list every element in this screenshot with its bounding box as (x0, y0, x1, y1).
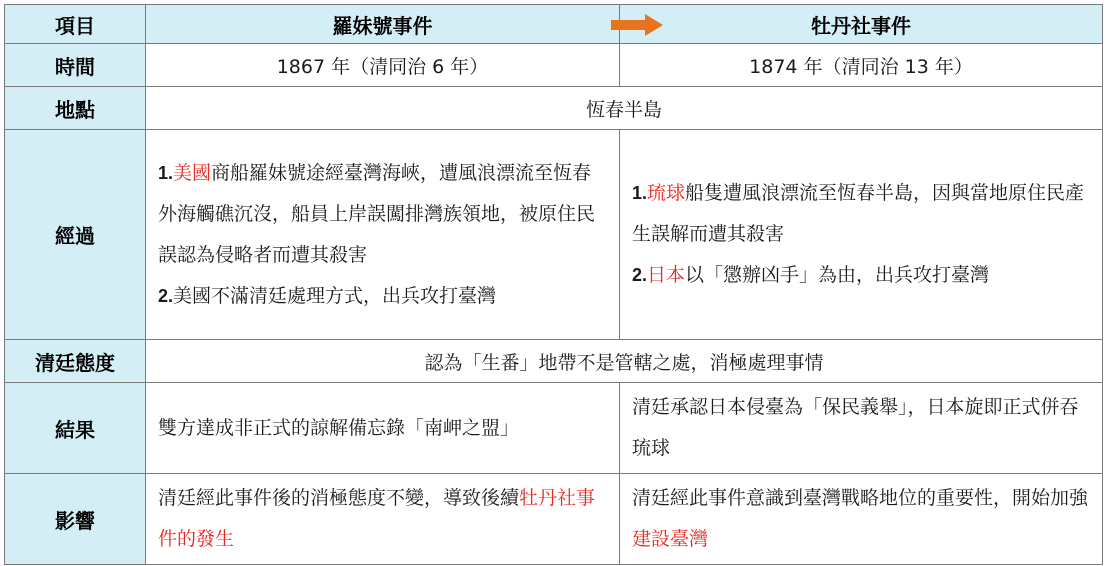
result-event1: 雙方達成非正式的諒解備忘錄「南岬之盟」 (146, 383, 620, 474)
arrow-right-icon (611, 14, 663, 36)
process-event2 (620, 130, 1103, 340)
row-process-label: 經過 (5, 130, 146, 340)
header-item: 項目 (5, 5, 146, 44)
header-event1 (146, 5, 620, 44)
process-event2-item1: 1.琉球船隻遭風浪漂流至恆春半島，因與當地原住民產生誤解而遭其殺害 (632, 182, 1085, 245)
header-event1-label: 羅妹號事件 (332, 13, 433, 38)
row-process (5, 130, 1103, 340)
impact-event1: 清廷經此事件後的消極態度不變，導致後續牡丹社事件的發生 (146, 474, 620, 565)
row-attitude-label: 清廷態度 (5, 340, 146, 383)
attitude-value: 認為「生番」地帶不是管轄之處，消極處理事情 (146, 340, 1103, 383)
process-event2-item2: 2.日本以「懲辦凶手」為由，出兵攻打臺灣 (632, 264, 990, 286)
result-event2: 清廷承認日本侵臺為「保民義舉」，日本旋即正式併吞琉球 (620, 383, 1103, 474)
row-result-label: 結果 (5, 383, 146, 474)
row-result (5, 383, 1103, 474)
row-attitude (5, 340, 1103, 383)
comparison-table (4, 4, 1103, 565)
header-event2: 牡丹社事件 (620, 5, 1103, 44)
process-event1-item2: 2.美國不滿清廷處理方式，出兵攻打臺灣 (158, 284, 497, 307)
row-place (5, 87, 1103, 130)
row-impact-label: 影響 (5, 474, 146, 565)
place-value: 恆春半島 (146, 87, 1103, 130)
time-event2: 1874 年（清同治 13 年） (620, 44, 1103, 87)
time-event1: 1867 年（清同治 6 年） (146, 44, 620, 87)
row-impact (5, 474, 1103, 565)
row-place-label: 地點 (5, 87, 146, 130)
impact-event2: 清廷經此事件意識到臺灣戰略地位的重要性，開始加強建設臺灣 (620, 474, 1103, 565)
process-event1 (146, 130, 620, 340)
row-time (5, 44, 1103, 87)
header-row (5, 5, 1103, 44)
row-time-label: 時間 (5, 44, 146, 87)
process-event1-item1: 1.美國商船羅妹號途經臺灣海峽，遭風浪漂流至恆春外海觸礁沉沒，船員上岸誤闖排灣族領地，被原住民誤認為侵略者而遭其殺害 (158, 161, 596, 266)
